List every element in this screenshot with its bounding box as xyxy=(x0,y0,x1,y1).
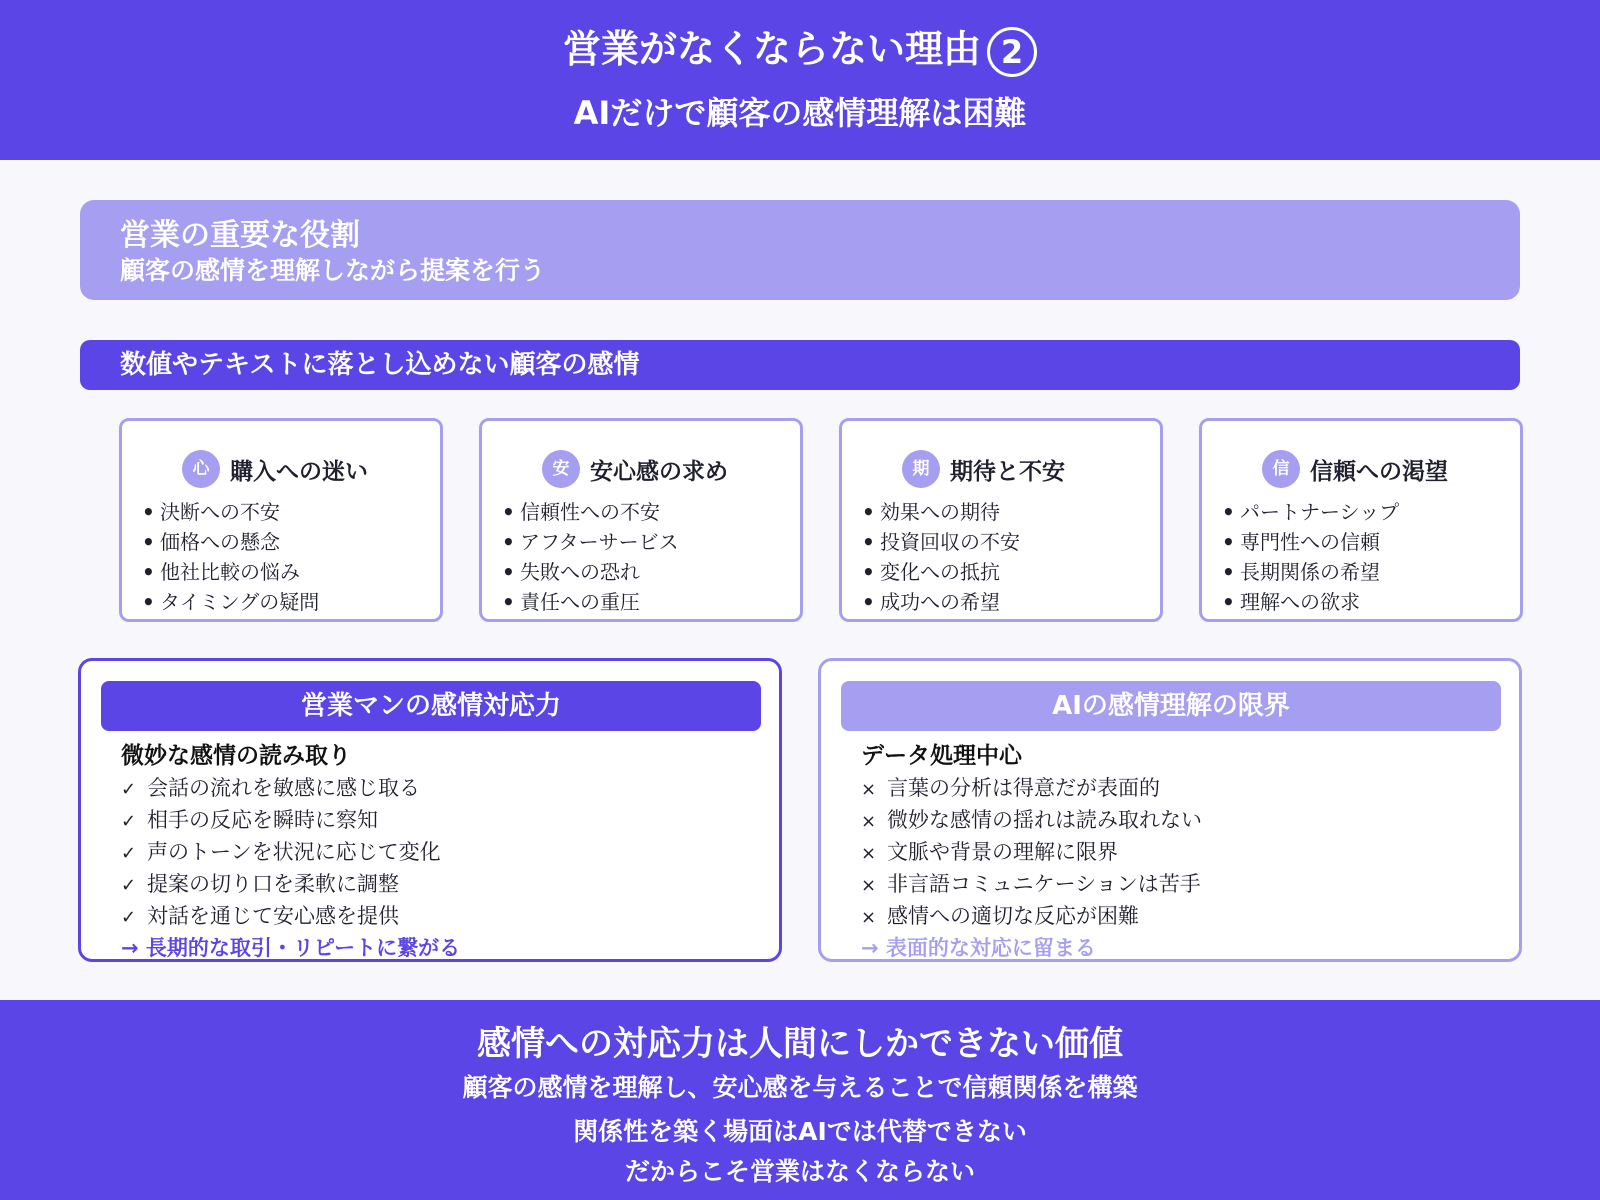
cross-icon: × xyxy=(861,779,877,800)
list-item-text: 責任への重圧 xyxy=(520,590,640,614)
list-item xyxy=(121,869,761,901)
list-item xyxy=(502,557,800,587)
bullet-icon: • xyxy=(142,530,155,554)
list-item-text: 長期関係の希望 xyxy=(1240,560,1380,584)
check-icon: ✓ xyxy=(121,811,137,832)
card-header xyxy=(182,449,440,489)
section-title-bar: 数値やテキストに落とし込めない顧客の感情 xyxy=(80,340,1520,390)
list-item xyxy=(142,557,440,587)
list-item-text: 感情への適切な反応が困難 xyxy=(887,904,1139,928)
panel-list xyxy=(861,773,1501,933)
bullet-icon: • xyxy=(1222,560,1235,584)
page-title xyxy=(0,18,1600,77)
role-heading: 営業の重要な役割 xyxy=(120,218,360,253)
check-icon: ✓ xyxy=(121,843,137,864)
bullet-icon: • xyxy=(862,530,875,554)
list-item xyxy=(862,587,1160,617)
panel-body xyxy=(121,739,761,963)
check-icon: ✓ xyxy=(121,779,137,800)
list-item xyxy=(142,527,440,557)
list-item xyxy=(861,869,1501,901)
list-item xyxy=(861,901,1501,933)
bullet-icon: • xyxy=(862,590,875,614)
role-box xyxy=(80,200,1520,300)
list-item-text: 成功への希望 xyxy=(880,590,1000,614)
security-icon: 安 xyxy=(542,450,580,488)
list-item-text: 失敗への恐れ xyxy=(520,560,640,584)
role-text: 顧客の感情を理解しながら提案を行う xyxy=(120,256,546,285)
list-item xyxy=(862,557,1160,587)
panel-list xyxy=(121,773,761,933)
list-item-text: 投資回収の不安 xyxy=(880,530,1020,554)
panel-subtitle: 微妙な感情の読み取り xyxy=(121,743,351,769)
page-subtitle: AIだけで顧客の感情理解は困難 xyxy=(573,94,1027,132)
list-item xyxy=(861,773,1501,805)
footer-headline: 感情への対応力は人間にしかできない価値 xyxy=(477,1024,1123,1064)
bullet-icon: • xyxy=(1222,500,1235,524)
panel-body xyxy=(861,739,1501,963)
cross-icon: × xyxy=(861,843,877,864)
list-item-text: 変化への抵抗 xyxy=(880,560,1000,584)
page-footer xyxy=(0,1000,1600,1200)
card-header xyxy=(542,449,800,489)
list-item-text: 声のトーンを状況に応じて変化 xyxy=(147,840,441,864)
list-item xyxy=(1222,497,1520,527)
bullet-icon: • xyxy=(142,590,155,614)
list-item xyxy=(142,587,440,617)
list-item xyxy=(121,805,761,837)
panel-title: AIの感情理解の限界 xyxy=(841,681,1501,731)
list-item-text: 相手の反応を瞬時に察知 xyxy=(147,808,378,832)
bullet-icon: • xyxy=(1222,530,1235,554)
cross-icon: × xyxy=(861,907,877,928)
list-item xyxy=(1222,527,1520,557)
bullet-icon: • xyxy=(502,560,515,584)
card-title: 購入への迷い xyxy=(230,458,368,485)
bullet-icon: • xyxy=(1222,590,1235,614)
emotion-card-purchase xyxy=(119,418,443,622)
card-title: 信頼への渇望 xyxy=(1310,458,1448,485)
list-item-text: 理解への欲求 xyxy=(1240,590,1360,614)
bullet-icon: • xyxy=(502,590,515,614)
check-icon: ✓ xyxy=(121,875,137,896)
list-item-text: 決断への不安 xyxy=(160,500,280,524)
list-item xyxy=(1222,557,1520,587)
card-list xyxy=(142,497,440,617)
list-item-text: 微妙な感情の揺れは読み取れない xyxy=(887,808,1202,832)
expectation-icon: 期 xyxy=(902,450,940,488)
list-item-text: 言葉の分析は得意だが表面的 xyxy=(887,776,1160,800)
emotion-card-trust xyxy=(1199,418,1523,622)
bullet-icon: • xyxy=(142,560,155,584)
list-item-text: 価格への懸念 xyxy=(160,530,280,554)
list-item xyxy=(862,527,1160,557)
bullet-icon: • xyxy=(862,560,875,584)
list-item xyxy=(502,587,800,617)
card-list xyxy=(1222,497,1520,617)
list-item xyxy=(861,837,1501,869)
list-item xyxy=(502,527,800,557)
list-item xyxy=(862,497,1160,527)
list-item-text: 信頼性への不安 xyxy=(520,500,660,524)
emotion-card-expectation xyxy=(839,418,1163,622)
card-title: 安心感の求め xyxy=(590,458,728,485)
footer-line-3: だからこそ営業はなくならない xyxy=(624,1157,975,1186)
list-item xyxy=(502,497,800,527)
list-item-text: 専門性への信頼 xyxy=(1240,530,1380,554)
card-list xyxy=(862,497,1160,617)
panel-result: → 長期的な取引・リピートに繋がる xyxy=(121,936,461,960)
page-header xyxy=(0,0,1600,160)
bullet-icon: • xyxy=(862,500,875,524)
bullet-icon: • xyxy=(502,500,515,524)
card-list xyxy=(502,497,800,617)
list-item xyxy=(1222,587,1520,617)
card-header xyxy=(902,449,1160,489)
list-item-text: タイミングの疑問 xyxy=(160,590,320,614)
emotion-card-security xyxy=(479,418,803,622)
list-item xyxy=(121,901,761,933)
list-item-text: アフターサービス xyxy=(520,530,679,554)
list-item-text: 非言語コミュニケーションは苦手 xyxy=(887,872,1201,896)
bullet-icon: • xyxy=(142,500,155,524)
card-header xyxy=(1262,449,1520,489)
list-item-text: 効果への期待 xyxy=(880,500,1000,524)
panel-title: 営業マンの感情対応力 xyxy=(101,681,761,731)
panel-subtitle: データ処理中心 xyxy=(861,743,1022,769)
trust-icon: 信 xyxy=(1262,450,1300,488)
list-item-text: 会話の流れを敏感に感じ取る xyxy=(147,776,420,800)
list-item-text: パートナーシップ xyxy=(1240,500,1400,524)
footer-line-2: 関係性を築く場面はAIでは代替できない xyxy=(573,1117,1027,1146)
circled-number: 2 xyxy=(987,27,1037,77)
list-item xyxy=(142,497,440,527)
check-icon: ✓ xyxy=(121,907,137,928)
panel-result: → 表面的な対応に留まる xyxy=(861,936,1096,960)
sales-ability-panel xyxy=(78,658,782,962)
list-item xyxy=(121,773,761,805)
card-title: 期待と不安 xyxy=(950,458,1065,485)
bullet-icon: • xyxy=(502,530,515,554)
cross-icon: × xyxy=(861,875,877,896)
page-title-text: 営業がなくならない理由 xyxy=(562,27,981,71)
list-item-text: 対話を通じて安心感を提供 xyxy=(147,904,399,928)
list-item-text: 文脈や背景の理解に限界 xyxy=(887,840,1118,864)
list-item xyxy=(861,805,1501,837)
list-item-text: 提案の切り口を柔軟に調整 xyxy=(147,872,399,896)
footer-line-1: 顧客の感情を理解し、安心感を与えることで信頼関係を構築 xyxy=(462,1073,1138,1102)
cross-icon: × xyxy=(861,811,877,832)
heart-icon: 心 xyxy=(182,450,220,488)
ai-limit-panel xyxy=(818,658,1522,962)
list-item xyxy=(121,837,761,869)
list-item-text: 他社比較の悩み xyxy=(160,560,300,584)
